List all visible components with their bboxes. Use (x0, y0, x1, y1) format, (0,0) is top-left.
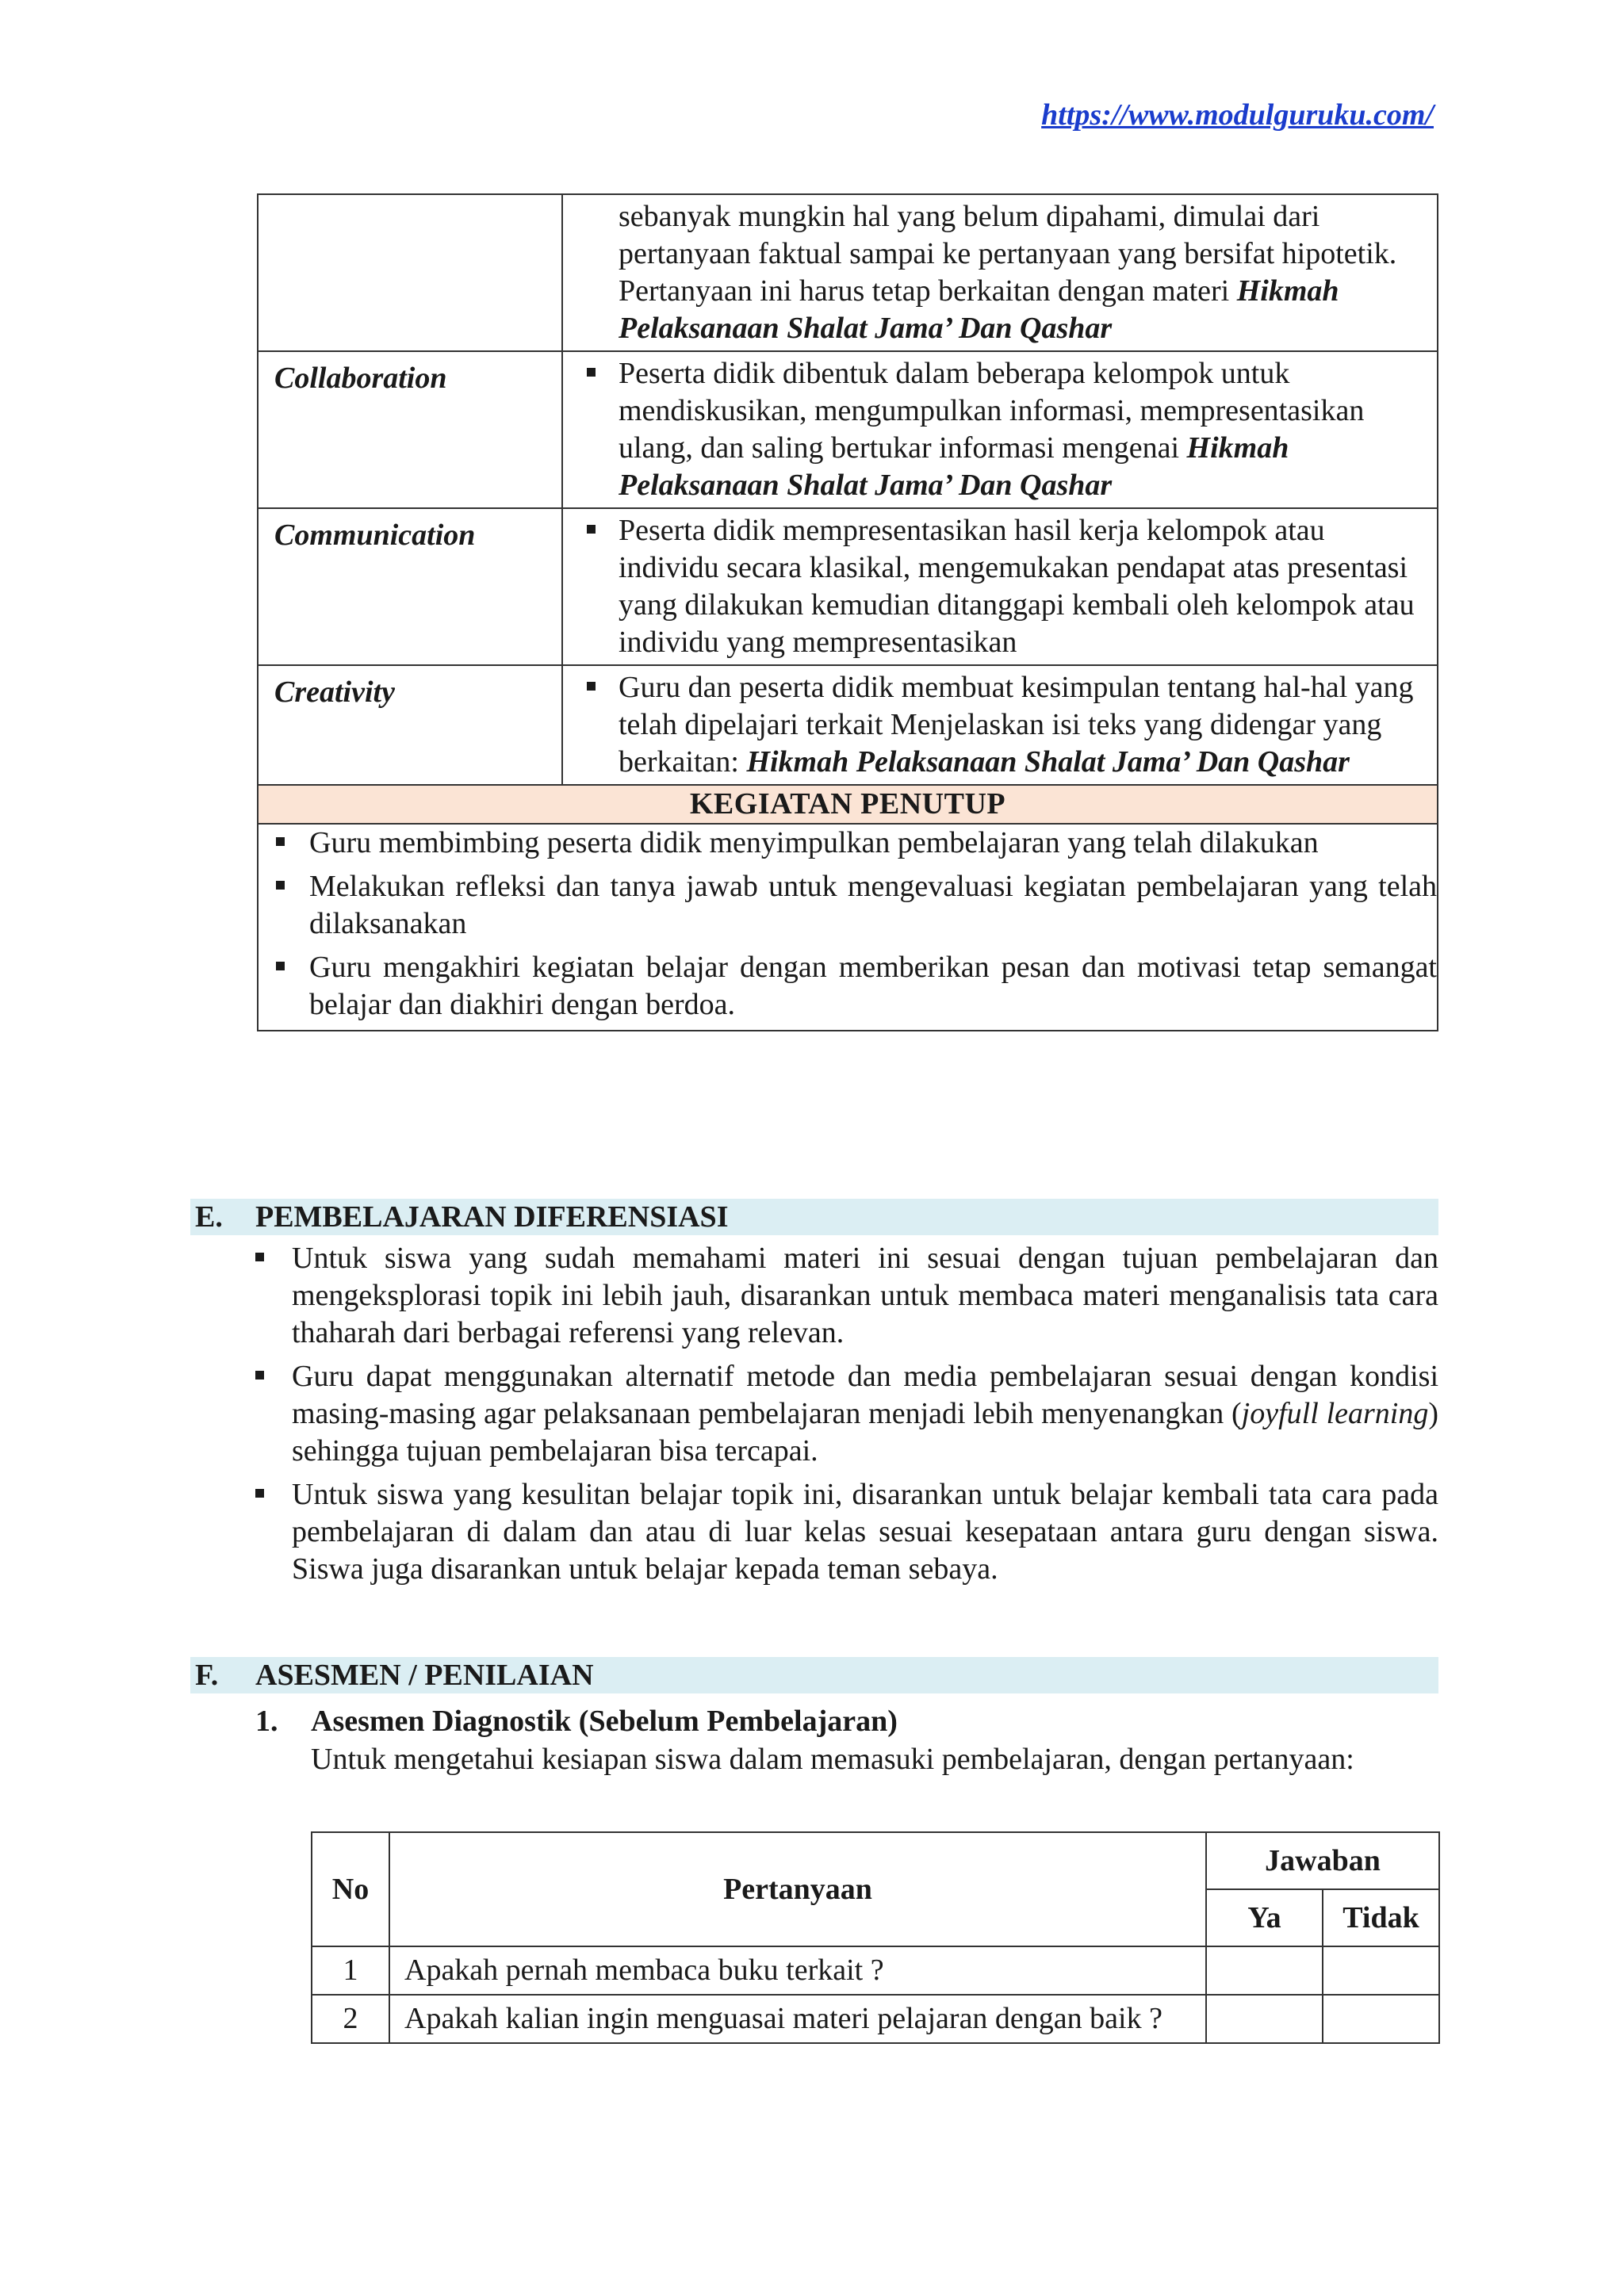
section-title: ASESMEN / PENILAIAN (255, 1659, 594, 1692)
penutup-heading: KEGIATAN PENUTUP (258, 785, 1438, 824)
table-row (312, 1995, 1439, 2043)
header-tidak: Tidak (1323, 1889, 1439, 1946)
continuation-text: sebanyak mungkin hal yang belum dipahami, dimulai dari pertanyaan faktual sampai ke pertanyaan yang bersifat hipotetik. Pertanyaan ini harus tetap berkaitan dengan materi (619, 200, 1397, 308)
list-item: Guru dapat menggunakan alternatif metode dan media pembelajaran sesuai dengan kondisi masing-masing agar pelaksanaan pembelajaran menjadi lebih menyenangkan (joyfull learning) sehingga tujuan pembelajaran bisa tercapai. (255, 1358, 1438, 1470)
sub-title: Asesmen Diagnostik (Sebelum Pembelajaran) (311, 1705, 898, 1738)
list-item: Untuk siswa yang sudah memahami materi ini sesuai dengan tujuan pembelajaran dan mengeksplorasi topik ini lebih jauh, disarankan untuk membaca materi menganalisis tata cara thaharah dari berbagai referensi yang relevan. (255, 1240, 1438, 1352)
penutup-list (258, 824, 1438, 1031)
continuation-topic: Hikmah Pelaksanaan Shalat Jama’ Dan Qashar (619, 274, 1339, 345)
empty-label-cell (258, 194, 562, 351)
table-row (258, 785, 1438, 824)
row-label-collaboration: Collaboration (258, 351, 562, 508)
diagnostic-table (311, 1831, 1440, 2044)
section-e-list (255, 1240, 1438, 1594)
table-row (258, 351, 1438, 508)
collaboration-text: Peserta didik dibentuk dalam beberapa kelompok untuk mendiskusikan, mengumpulkan informasi, mempresentasikan ulang, dan saling bertukar informasi mengenai (619, 357, 1365, 465)
header-yes: Ya (1206, 1889, 1323, 1946)
section-letter: F. (195, 1659, 219, 1692)
sub-number: 1. (255, 1705, 278, 1738)
communication-text: Peserta didik mempresentasikan hasil kerja kelompok atau individu secara klasikal, mengemukakan pendapat atas presentasi yang dilakukan kemudian ditanggapi kembali oleh kelompok atau individu yang mempresentasikan (619, 514, 1415, 659)
row-question: Apakah pernah membaca buku terkait ? (389, 1946, 1206, 1995)
row-number: 2 (312, 1995, 389, 2043)
section-e-heading (190, 1199, 1438, 1235)
answer-no-cell (1323, 1946, 1439, 1995)
table-row (258, 508, 1438, 665)
list-item: Melakukan refleksi dan tanya jawab untuk mengevaluasi kegiatan pembelajaran yang telah dilaksanakan (259, 868, 1437, 943)
collaboration-topic: Hikmah Pelaksanaan Shalat Jama’ Dan Qashar (619, 431, 1289, 502)
section-letter: E. (195, 1200, 223, 1234)
row-content-collaboration (562, 351, 1438, 508)
learning-activity-table (257, 193, 1438, 1031)
header-question: Pertanyaan (389, 1832, 1206, 1946)
table-row (258, 194, 1438, 351)
row-content-communication (562, 508, 1438, 665)
row-content-creativity (562, 665, 1438, 785)
continuation-cell (562, 194, 1438, 351)
row-number: 1 (312, 1946, 389, 1995)
creativity-topic: Hikmah Pelaksanaan Shalat Jama’ Dan Qashar (746, 745, 1350, 779)
answer-yes-cell (1206, 1995, 1323, 2043)
table-row (258, 824, 1438, 1031)
answer-yes-cell (1206, 1946, 1323, 1995)
row-label-creativity: Creativity (258, 665, 562, 785)
list-item: Guru mengakhiri kegiatan belajar dengan memberikan pesan dan motivasi tetap semangat belajar dan diakhiri dengan berdoa. (259, 949, 1437, 1024)
list-item: Untuk siswa yang kesulitan belajar topik ini, disarankan untuk belajar kembali tata cara pada pembelajaran di dalam dan atau di luar kelas sesuai kesepataan antara guru dengan siswa. Siswa juga disarankan untuk belajar kepada teman sebaya. (255, 1476, 1438, 1588)
section-title: PEMBELAJARAN DIFERENSIASI (255, 1200, 729, 1234)
list-item: Guru membimbing peserta didik menyimpulkan pembelajaran yang telah dilakukan (259, 825, 1437, 862)
website-link[interactable]: https://www.modulguruku.com/ (1041, 98, 1434, 132)
row-label-communication: Communication (258, 508, 562, 665)
header-answer: Jawaban (1206, 1832, 1439, 1889)
row-question: Apakah kalian ingin menguasai materi pelajaran dengan baik ? (389, 1995, 1206, 2043)
section-f-heading (190, 1657, 1438, 1693)
answer-no-cell (1323, 1995, 1439, 2043)
header-no: No (312, 1832, 389, 1946)
table-row (258, 665, 1438, 785)
diagnostic-intro: Untuk mengetahui kesiapan siswa dalam memasuki pembelajaran, dengan pertanyaan: (311, 1743, 1354, 1776)
creativity-text: Guru dan peserta didik membuat kesimpulan tentang hal-hal yang telah dipelajari terkait Menjelaskan isi teks yang didengar yang berkaitan: (619, 671, 1414, 779)
table-row (312, 1946, 1439, 1995)
